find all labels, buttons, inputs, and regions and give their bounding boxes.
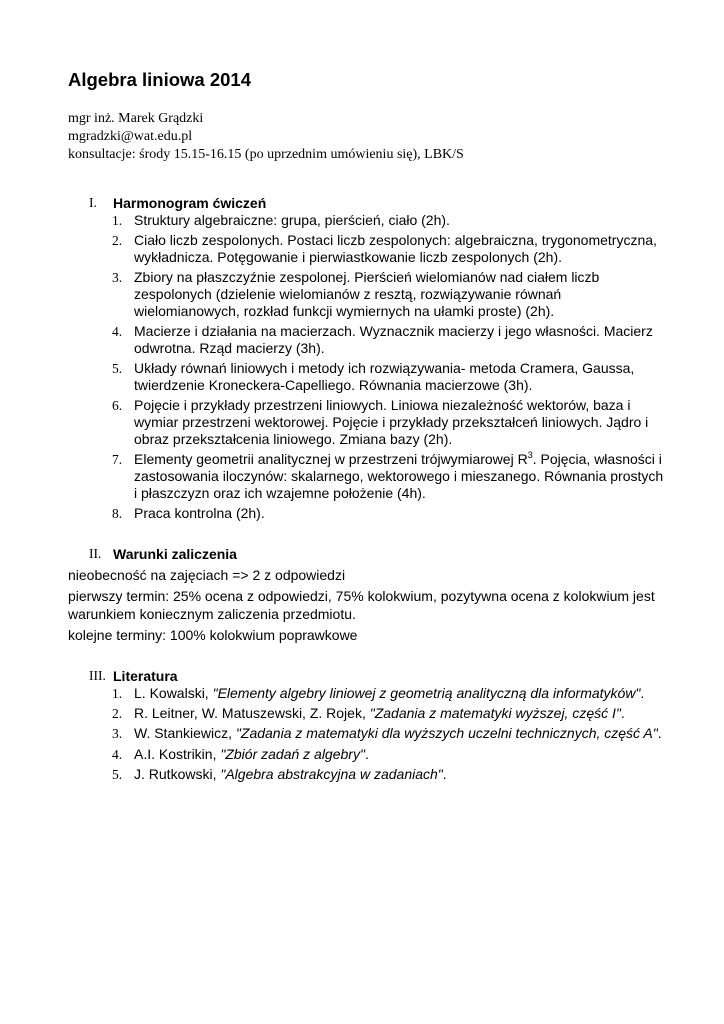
book-author: A.I. Kostrikin, — [134, 745, 221, 762]
item-text: Macierze i działania na macierzach. Wyznacznik macierzy i jego własności. Macierz odwrotna. Rząd macierzy (3h). — [134, 322, 653, 356]
literature-list — [68, 685, 668, 783]
requirement-paragraph: pierwszy termin: 25% ocena z odpowiedzi, 75% kolokwium, pozytywna ocena z kolokwium jest warunkiem koniecznym zaliczenia przedmiotu. — [68, 587, 655, 622]
list-item — [68, 269, 668, 321]
section-numeral: III. — [89, 667, 106, 683]
section-title: Warunki zaliczenia — [113, 545, 237, 562]
item-end: . — [620, 705, 625, 722]
item-text: Układy równań liniowych i metody ich rozwiązywania- metoda Cramera, Gaussa, twierdzenie Kroneckera-Capelliego. Równania macierzowe (3h). — [134, 359, 635, 393]
book-title: "Zadania z matematyki dla wyższych uczelni technicznych, część A" — [235, 725, 658, 742]
list-item — [68, 323, 668, 357]
section-heading — [68, 545, 668, 563]
section-numeral: II. — [89, 545, 102, 561]
author-info — [68, 110, 668, 164]
section-heading — [68, 194, 668, 212]
item-end: . — [640, 684, 645, 701]
item-number: 1. — [112, 685, 123, 701]
book-author: J. Rutkowski, — [134, 765, 221, 782]
list-item — [68, 232, 668, 266]
item-text: Struktury algebraiczne: grupa, pierścień, ciało (2h). — [134, 212, 450, 228]
book-author: R. Leitner, W. Matuszewski, Z. Rojek, — [134, 705, 370, 722]
list-item — [68, 725, 668, 742]
requirement-paragraph: nieobecność na zajęciach => 2 z odpowiedzi — [68, 566, 346, 583]
consultation-hours: konsultacje: środy 15.15-16.15 (po uprzednim umówieniu się), LBK/S — [68, 147, 464, 162]
document-page — [68, 68, 668, 786]
item-end: . — [657, 725, 662, 742]
item-end: . — [364, 745, 369, 762]
item-number: 7. — [112, 451, 123, 467]
item-text: Praca kontrolna (2h). — [134, 504, 265, 521]
book-author: L. Kowalski, — [134, 684, 213, 701]
section-requirements — [68, 545, 668, 644]
list-item — [68, 705, 668, 722]
item-number: 5. — [112, 766, 123, 782]
item-number: 4. — [112, 323, 123, 339]
item-text: Elementy geometrii analitycznej w przestrzeni trójwymiarowej R — [134, 450, 528, 467]
schedule-list — [68, 212, 668, 522]
item-number: 2. — [112, 706, 123, 722]
section-title: Harmonogram ćwiczeń — [113, 195, 267, 211]
item-text: Zbiory na płaszczyźnie zespolonej. Pierścień wielomianów nad ciałem liczb zespolonych (dzielenie wielomianów z resztą, rozwiązywanie równań wielomianowych, rozkład funkcji wymiernych na ułamki proste) (2h). — [134, 268, 600, 320]
list-item — [68, 505, 668, 522]
document-title: Algebra liniowa 2014 — [68, 69, 252, 90]
item-number: 6. — [112, 397, 123, 413]
author-email: mgradzki@wat.edu.pl — [68, 129, 193, 144]
section-literature — [68, 667, 668, 783]
author-name: mgr inż. Marek Grądzki — [68, 111, 204, 126]
item-number: 5. — [112, 360, 123, 376]
section-schedule — [68, 194, 668, 522]
list-item — [68, 212, 668, 229]
list-item — [68, 685, 668, 702]
item-number: 8. — [112, 505, 123, 521]
book-author: W. Stankiewicz, — [134, 725, 236, 742]
item-number: 1. — [112, 213, 123, 228]
item-number: 3. — [112, 726, 123, 742]
item-number: 3. — [112, 269, 123, 285]
book-title: "Zbiór zadań z algebry" — [220, 745, 365, 762]
section-heading — [68, 667, 668, 685]
item-number: 2. — [112, 232, 123, 248]
list-item — [68, 360, 668, 394]
list-item — [68, 451, 668, 503]
section-numeral: I. — [89, 195, 97, 210]
requirement-paragraph: kolejne terminy: 100% kolokwium poprawkowe — [68, 626, 358, 643]
list-item — [68, 746, 668, 763]
item-text: Ciało liczb zespolonych. Postaci liczb zespolonych: algebraiczna, trygonometryczna, wykładnicza. Potęgowanie i pierwiastkowanie liczb zespolonych (2h). — [134, 231, 657, 265]
item-text: Pojęcie i przykłady przestrzeni liniowych. Liniowa niezależność wektorów, baza i wymiar przestrzeni wektorowej. Pojęcie i przykłady przekształceń liniowych. Jądro i obraz przekształcenia liniowego. Zmiana bazy (2h). — [134, 396, 649, 447]
book-title: "Zadania z matematyki wyższej, część I" — [369, 705, 621, 722]
list-item — [68, 766, 668, 783]
book-title: "Elementy algebry liniowej z geometrią analityczną dla informatyków" — [212, 684, 641, 701]
item-end: . — [442, 765, 447, 782]
list-item — [68, 397, 668, 449]
section-title: Literatura — [113, 667, 178, 684]
item-number: 4. — [112, 746, 123, 762]
superscript: 3 — [527, 449, 533, 460]
book-title: "Algebra abstrakcyjna w zadaniach" — [220, 765, 443, 782]
item-text-continued: . Pojęcia, własności i zastosowania iloczynów: skalarnego, wektorowego i mieszanego. Równania prostych i płaszczyzn oraz ich wzajemne położenie (4h). — [134, 450, 664, 502]
